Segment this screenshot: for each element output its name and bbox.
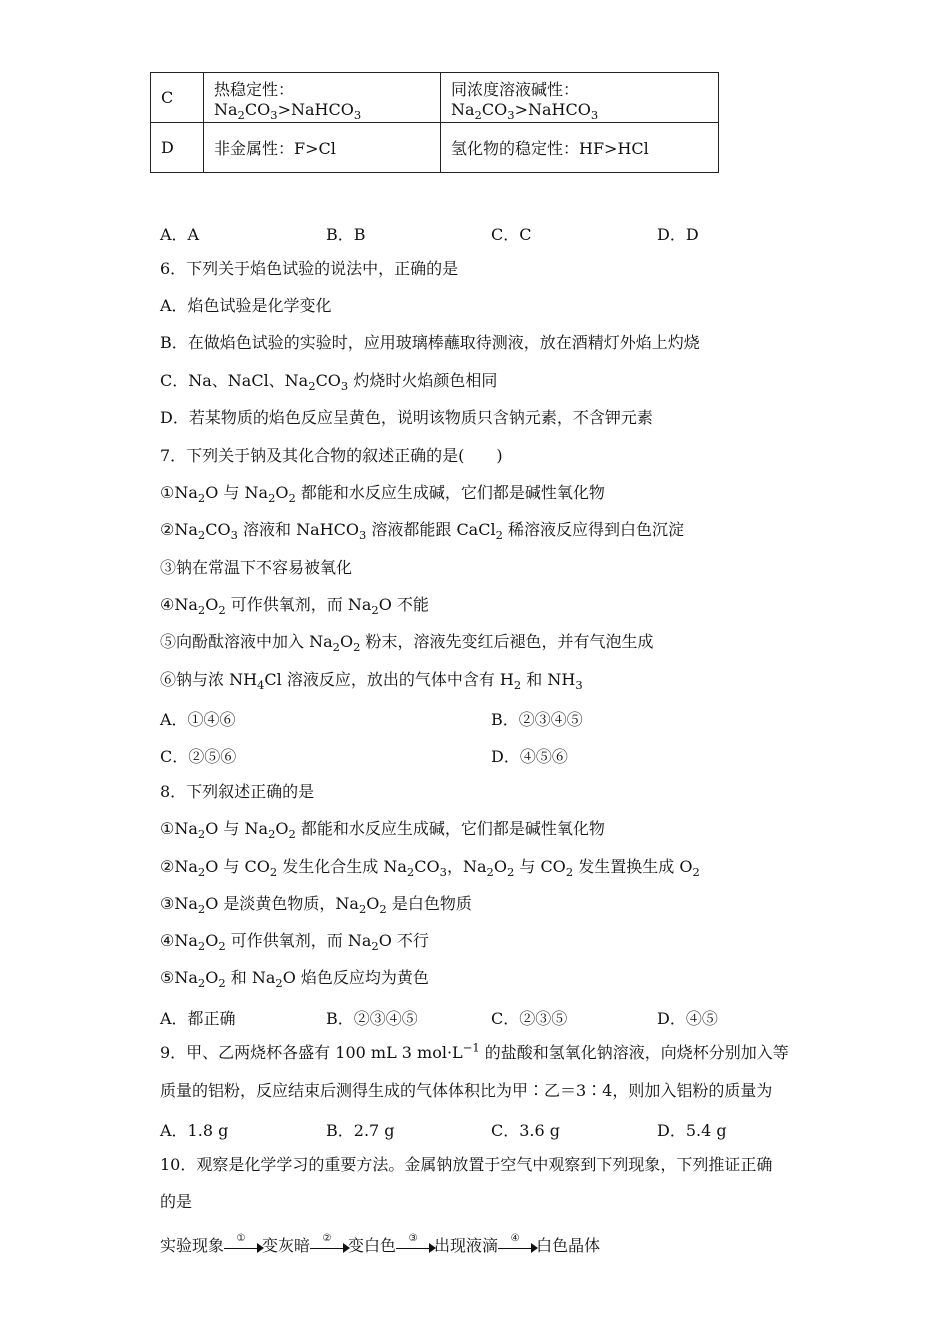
q7-statement-4: $④Na_2O_2$ 可作供氧剂，而 $Na_2O$ 不能 (160, 595, 429, 618)
table-row (151, 73, 719, 123)
q7-statement-2: $②Na_2CO_3$ 溶液和 NaHCO$_3$ 溶液都能跟 CaCl$_2$ 稀溶液反应得到白色沉淀 (160, 520, 685, 543)
q5-option-b[interactable]: B．B (326, 225, 366, 244)
flow-start: 实验现象 (160, 1236, 225, 1255)
q9-stem-line-2: 质量的铝粉，反应结束后测得生成的气体体积比为甲∶乙＝3∶4，则加入铝粉的质量为 (160, 1081, 773, 1100)
q8-stem: 8．下列叙述正确的是 (160, 782, 315, 801)
q8-statement-3: $③Na_2O$ 是淡黄色物质，$Na_2O_2$ 是白色物质 (160, 894, 472, 917)
flow-step-4: 白色晶体 (536, 1236, 601, 1255)
arrow-4: ④ (498, 1237, 536, 1257)
cell-b: 氢化物的稳定性：HF>HCl (441, 123, 719, 173)
q7-option-d[interactable]: D．④⑤⑥ (491, 747, 568, 766)
q7-statement-6: ⑥钠与浓 $NH_4Cl$ 溶液反应，放出的气体中含有 $H_2$ 和 $NH_3$ (160, 670, 583, 693)
q7-stem: 7．下列关于钠及其化合物的叙述正确的是( ) (160, 446, 503, 465)
q9-option-a[interactable]: A．1.8 g (160, 1121, 229, 1140)
q5-option-c[interactable]: C．C (491, 225, 532, 244)
q5-option-a[interactable]: A．A (160, 225, 200, 244)
table-row (151, 123, 719, 173)
q8-statement-4: $④Na_2O_2$ 可作供氧剂，而 $Na_2O$ 不行 (160, 931, 429, 954)
q9-option-b[interactable]: B．2.7 g (326, 1121, 395, 1140)
cell-b: 同浓度溶液碱性：$Na_2CO_3>NaHCO_3$ (441, 73, 719, 123)
q6-option-d[interactable]: D．若某物质的焰色反应呈黄色，说明该物质只含钠元素，不含钾元素 (160, 408, 653, 427)
q8-statement-5: $⑤Na_2O_2$ 和 $Na_2O$ 焰色反应均为黄色 (160, 968, 429, 991)
q8-option-d[interactable]: D．④⑤ (657, 1009, 718, 1028)
row-label: C (151, 73, 204, 123)
q7-option-c[interactable]: C．②⑤⑥ (160, 747, 237, 766)
q7-option-b[interactable]: B．②③④⑤ (491, 710, 583, 729)
q8-option-b[interactable]: B．②③④⑤ (326, 1009, 418, 1028)
flow-step-3: 出现液滴 (434, 1236, 499, 1255)
q9-option-d[interactable]: D．5.4 g (657, 1121, 727, 1140)
flow-step-1: 变灰暗 (262, 1236, 311, 1255)
q8-option-c[interactable]: C．②③⑤ (491, 1009, 568, 1028)
q6-stem: 6．下列关于焰色试验的说法中，正确的是 (160, 259, 459, 278)
q7-statement-1: $①Na_2O$ 与 $Na_2O_2$ 都能和水反应生成碱，它们都是碱性氧化物 (160, 483, 605, 506)
q9-option-c[interactable]: C．3.6 g (491, 1121, 561, 1140)
cell-a: 非金属性：F>Cl (204, 123, 441, 173)
arrow-3: ③ (396, 1237, 434, 1257)
q8-option-a[interactable]: A．都正确 (160, 1009, 236, 1028)
q10-stem-line-1: 10．观察是化学学习的重要方法。金属钠放置于空气中观察到下列现象，下列推证正确 (160, 1155, 773, 1174)
q6-option-a[interactable]: A．焰色试验是化学变化 (160, 296, 332, 315)
q8-statement-1: $①Na_2O$ 与 $Na_2O_2$ 都能和水反应生成碱，它们都是碱性氧化物 (160, 819, 605, 842)
q9-stem-line-1: 9．甲、乙两烧杯各盛有 100 mL 3 $mol\cdot L^{-1}$ 的盐酸和氢氧化钠溶液，向烧杯分别加入等 (160, 1040, 789, 1062)
q5-option-d[interactable]: D．D (657, 225, 699, 244)
q7-statement-3: ③钠在常温下不容易被氧化 (160, 558, 353, 577)
q7-statement-5: ⑤向酚酞溶液中加入 $Na_2O_2$ 粉末，溶液先变红后褪色，并有气泡生成 (160, 632, 654, 655)
comparison-table (150, 72, 719, 173)
q6-option-c[interactable]: C．Na、NaCl、$Na_2CO_3$ 灼烧时火焰颜色相同 (160, 371, 498, 394)
q8-statement-2: $②Na_2O$ 与 $CO_2$ 发生化合生成 $Na_2CO_3$，$Na_2O_2$ 与 $CO_2$ 发生置换生成 $O_2$ (160, 857, 700, 880)
q7-option-a[interactable]: A．①④⑥ (160, 710, 236, 729)
arrow-1: ① (224, 1237, 262, 1257)
flow-step-2: 变白色 (348, 1236, 397, 1255)
cell-a: 热稳定性：$Na_2CO_3>NaHCO_3$ (204, 73, 441, 123)
q10-stem-line-2: 的是 (160, 1192, 193, 1211)
q6-option-b[interactable]: B．在做焰色试验的实验时，应用玻璃棒蘸取待测液，放在酒精灯外焰上灼烧 (160, 333, 700, 352)
arrow-2: ② (310, 1237, 348, 1257)
q10-flow (160, 1232, 601, 1257)
row-label: D (151, 123, 204, 173)
